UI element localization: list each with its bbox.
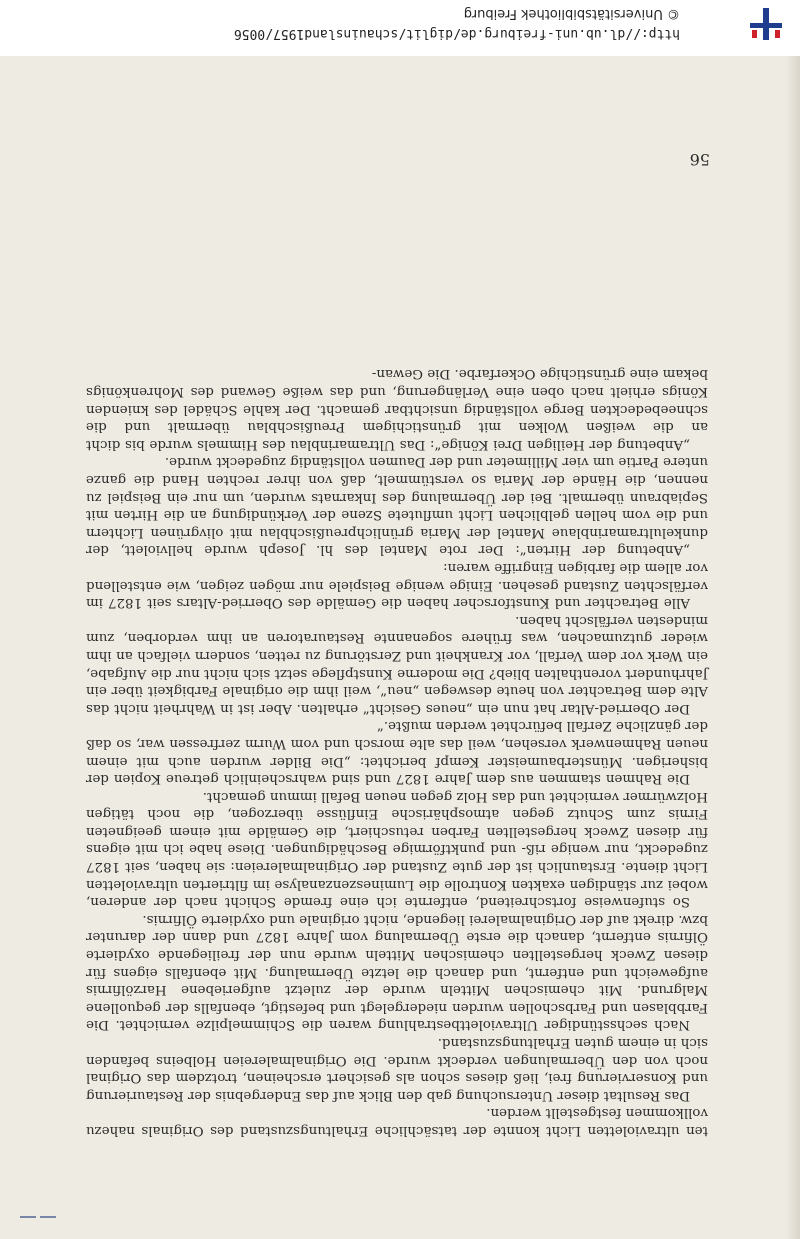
paragraph: Nach sechsstündiger Ultraviolettbestrahlung waren die Schimmelpilze vernichtet. Die Farbblasen und Farbschollen wurden niedergelegt und befestigt, ebenfalls der gequollene Malgrund. Mit chemischen Mitteln wurde der zuletzt aufgeriebene Harzölfirnis aufgeweicht und entfernt, und danach die letzte Übermalung. Mit ebenfalls eigens für diesen Zweck hergestellten chemischen Mitteln wurde nun der freiliegende oxydierte Ölfirnis entfernt, danach die erste Übermalung vom Jahre 1827 und dann der darunter bzw. direkt auf der Originalmalerei liegende, nicht originale und oxydierte Ölfirnis.: [86, 911, 708, 1033]
page-number: 56: [689, 150, 710, 169]
paragraph: Der Oberried-Altar hat nun ein „neues Gesicht“ erhalten. Aber ist in Wahrheit nicht das Alte dem Betrachter von heute deswegen „neu“, weil ihm die originale Farbigkeit über ein Jahrhundert vorenthalten blieb? Die moderne Kunstpflege setzt sich nicht nur die Aufgabe, ein Werk vor dem Verfall, vor Krankheit und Zerstörung zu retten, sondern vielfach an ihm wieder gutzumachen, was frühere sogenannte Restauratoren an ihm verdorben, zum mindesten verfälscht haben.: [86, 612, 708, 716]
ub-freiburg-logo-icon[interactable]: [748, 6, 784, 42]
paragraph: ten ultravioletten Licht konnte der tatsächliche Erhaltungszustand des Originals nahezu vollkommen festgestellt werden.: [86, 1105, 708, 1138]
scan-color-marks: [20, 1227, 60, 1231]
scan-mark: [40, 1216, 56, 1218]
scan-mark: [20, 1216, 36, 1218]
paragraph: Die Rahmen stammen aus dem Jahre 1827 und sind wahrscheinlich getreue Kopien der bisherigen. Münsterbaumeister Kempf berichtet: „Die Bilder wurden auch mit einem neuen Rahmenwerk versehen, weil das alte morsch und vom Wurm zerfressen war, so daß der gänzliche Zerfall befürchtet werden mußte.“: [86, 718, 708, 787]
paragraph: Alle Betrachter und Kunstforscher haben die Gemälde des Oberried-Altars seit 1827 im verfälschten Zustand gesehen. Einige wenige Beispiele nur mögen zeigen, wie entstellend vor allem die farbigen Eingriffe waren:: [86, 560, 708, 611]
paragraph: „Anbetung der Hirten“: Der rote Mantel des hl. Joseph wurde hellviolett, der dunkelultramarinblaue Mantel der Maria grünlichpreußischblau mit olivgrünen Lichtern und die vom hellen gelblichen Licht umflutete Szene der Verkündigung an die Hirten mit Sepiabraun übermalt. Bei der Übermalung des Inkarnats wurden, um nur ein Beispiel zu nennen, die Hände der Maria so verstümmelt, daß von ihrer rechten Hand die ganze untere Partie um vier Millimeter und der Daumen vollständig zugedeckt wurde.: [86, 454, 708, 558]
copyright-notice: © Universitätsbibliothek Freiburg: [463, 6, 680, 21]
scan-edge-shadow: [786, 0, 800, 1239]
paragraph: So stufenweise fortschreitend, entfernte ich eine fremde Schicht nach der anderen, wobei zur ständigen exakten Kontrolle die Lumineszenzanalyse im filtrierten ultravioletten Licht diente. Erstaunlich ist der gute Zustand der Originalmalereien: sie haben, seit 1827 zugedeckt, nur wenige riß- und punktförmige Beschädigungen. Diese habe ich mit eigens für diesen Zweck hergestellten Farben retuschiert, die Gemälde mit einem geeigneten Firnis zum Schutz gegen atmosphärische Einflüsse überzogen, die noch tätigen Holzwürmer vernichtet und das Holz gegen neuen Befall immun gemacht.: [86, 788, 708, 910]
library-header-bar: [0, 0, 800, 56]
paragraph: Das Resultat dieser Untersuchung gab den Blick auf das Endergebnis der Restaurierung und Konservierung frei, ließ dieses schon als gesichert erscheinen, trotzdem das Original noch von den Übermalungen verdeckt wurde. Die Originalmalereien Holbeins befanden sich in einem guten Erhaltungszustand.: [86, 1035, 708, 1103]
page-body-text: [86, 365, 708, 1139]
paragraph: „Anbetung der Heiligen Drei Könige“: Das Ultramarinblau des Himmels wurde bis dicht an die weißen Wolken mit grünstichigem Preußischblau übermalt und die schneebedeckten Berge vollständig unsichtbar gemacht. Der kahle Schädel des knienden Königs erhielt nach oben eine Verlängerung, und das weiße Gewand des Mohrenkönigs bekam eine grünstichige Ockerfarbe. Die Gewan-: [86, 366, 708, 452]
document-url-link[interactable]: http://dl.ub.uni-freiburg.de/diglit/schauinsland1957/0056: [233, 26, 680, 41]
